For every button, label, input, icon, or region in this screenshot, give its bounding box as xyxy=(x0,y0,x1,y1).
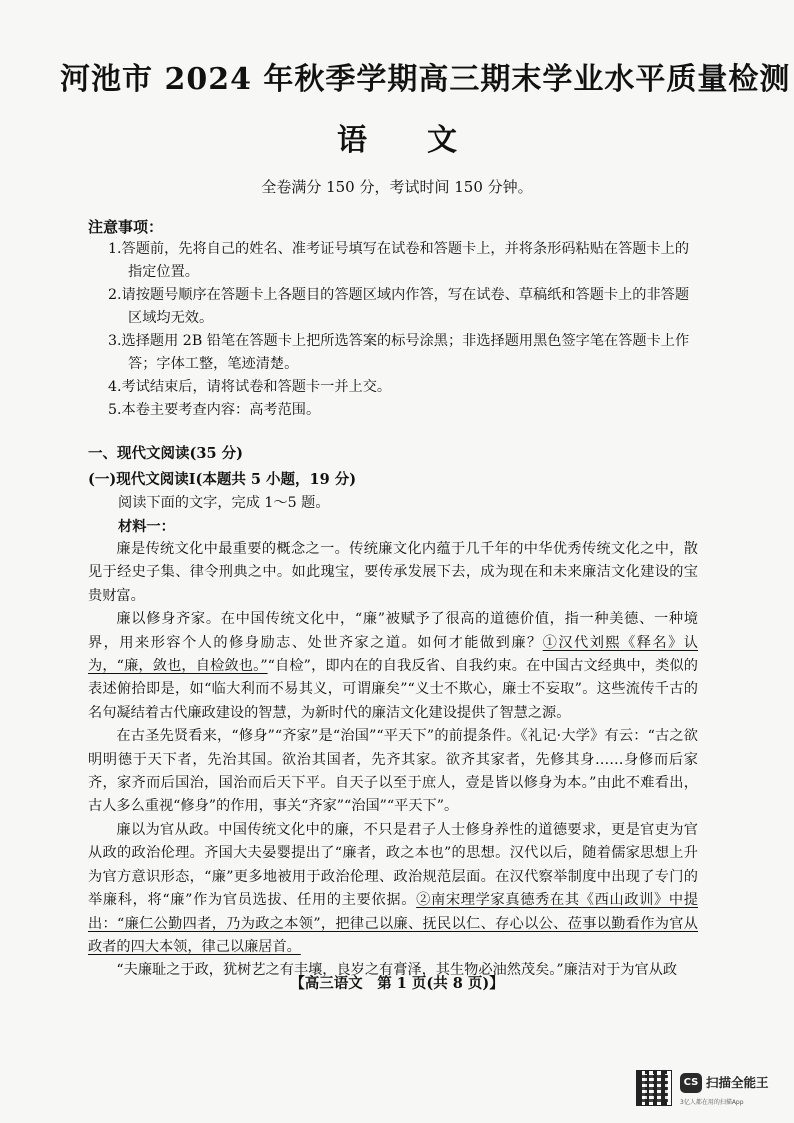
paragraph xyxy=(88,608,698,725)
qr-code-icon xyxy=(636,1070,672,1106)
notice-list xyxy=(108,238,698,422)
score-time-line: 全卷满分 150 分，考试时间 150 分钟。 xyxy=(261,178,533,196)
notice-item: 4.考试结束后，请将试卷和答题卡一并上交。 xyxy=(108,379,392,395)
paragraph xyxy=(88,819,698,959)
reading-passage xyxy=(88,538,698,983)
notice-item: 1.答题前，先将自己的姓名、准考证号填写在试卷和答题卡上，并将条形码粘贴在答题卡上的指定位置。 xyxy=(108,241,690,280)
sub-section-heading: (一)现代文阅读Ⅰ(本题共 5 小题，19 分) xyxy=(88,471,357,488)
notice-item: 3.选择题用 2B 铅笔在答题卡上把所选答案的标号涂黑；非选择题用黑色签字笔在答题卡上作答；字体工整，笔迹清楚。 xyxy=(108,333,690,372)
paragraph: 廉是传统文化中最重要的概念之一。传统廉文化内蕴于几千年的中华优秀传统文化之中，散见于经史子集、律令刑典之中。如此瑰宝，要传承发展下去，成为现在和未来廉洁文化建设的宝贵财富。 xyxy=(88,541,698,604)
paragraph-text: 廉以修身齐家。在中国传统文化中，“廉”被赋予了很高的道德价值，指一种美德、一种境界，用来形容个人的修身励志、处世齐家之道。如何才能做到廉？ xyxy=(88,611,698,651)
underlined-sentence-1: ①汉代刘熙《释名》认为，“廉，敛也，自检敛也。” xyxy=(88,634,698,675)
underlined-sentence-2: ②南宋理学家真德秀在其《西山政训》中提出：“廉仁公勤四者，乃为政之本领”，把律己以廉、抚民以仁、存心以公、莅事以勤看作为官从政者的四大本领，律己以廉居首。 xyxy=(88,892,698,955)
section-heading: 一、现代文阅读(35 分) xyxy=(88,445,243,462)
notice-heading: 注意事项： xyxy=(88,218,164,236)
page-footer: 【高三语文 第 1 页(共 8 页)】 xyxy=(290,975,504,992)
camscanner-logo-icon: CS xyxy=(680,1073,702,1093)
exam-title: 河池市 2024 年秋季学期高三期末学业水平质量检测 xyxy=(60,62,791,97)
paragraph: 在古圣先贤看来，“修身”“齐家”是“治国”“平天下”的前提条件。《礼记·大学》有云：“古之欲明明德于天下者，先治其国。欲治其国者，先齐其家。欲齐其家者，先修其身……身修而后家齐，家齐而后国治，国治而后天下平。自天子以至于庶人，壹是皆以修身为本。”由此不难看出，古人多么重视“修身”的作用，事关“齐家”“治国”“平天下”。 xyxy=(88,728,698,815)
scanner-tagline: 3亿人都在用的扫描App xyxy=(680,1099,744,1106)
notice-item: 5.本卷主要考查内容：高考范围。 xyxy=(108,402,321,418)
paragraph: “夫廉耻之于政，犹树艺之有丰壤，良岁之有膏泽，其生物必油然茂矣。”廉洁对于为官从政 xyxy=(116,962,678,979)
material-label: 材料一： xyxy=(118,519,175,535)
paragraph-text: 廉以为官从政。中国传统文化中的廉，不只是君子人士修身养性的道德要求，更是官吏为官从政的政治伦理。齐国大夫晏婴提出了“廉者，政之本也”的思想。汉代以后，随着儒家思想上升为官方意识形态，“廉”更多地被用于政治伦理、政治规范层面。在汉代察举制度中出现了专门的举廉科，将“廉”作为官员选拔、任用的主要依据。 xyxy=(88,821,698,909)
subject-title: 语文 xyxy=(337,123,517,158)
scanner-app-name: 扫描全能王 xyxy=(706,1075,769,1090)
paragraph-text: “自检”，即内在的自我反省、自我约束。在中国古文经典中，类似的表述俯拾即是，如“临大利而不易其义，可谓廉矣”“义士不欺心，廉士不妄取”。这些流传千古的名句凝结着古代廉政建设的智慧，为新时代的廉洁文化建设提供了智慧之源。 xyxy=(88,658,698,721)
reading-instruction: 阅读下面的文字，完成 1～5 题。 xyxy=(118,495,330,511)
notice-item: 2.请按题号顺序在答题卡上各题目的答题区域内作答，写在试卷、草稿纸和答题卡上的非答题区域均无效。 xyxy=(108,287,690,326)
